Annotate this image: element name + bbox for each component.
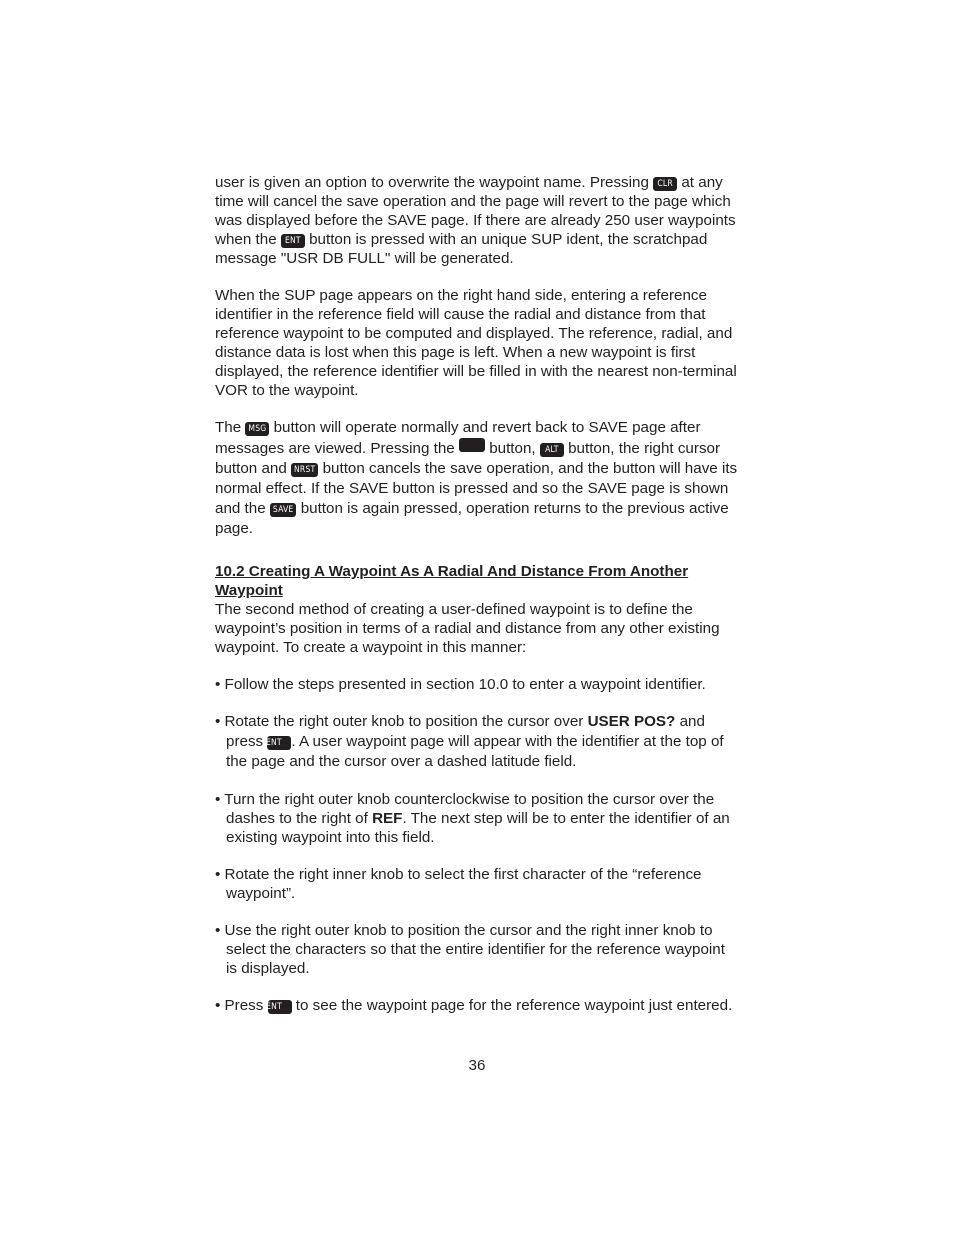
bullet-item: • Turn the right outer knob counterclockwise to position the cursor over the dashes to the right of REF. The next step will be to enter the identifier of an existing waypoint into this field. xyxy=(215,791,730,846)
nrst-key-icon: NRST xyxy=(291,463,318,477)
bullet-item: • Press ENT to see the waypoint page for the reference waypoint just entered. xyxy=(215,997,733,1014)
ent-key-icon: ENT xyxy=(268,1000,292,1014)
paragraph-overwrite: user is given an option to overwrite the waypoint name. Pressing CLR at any time will cancel the save operation and the page will revert to the page which was displayed before the SAVE page. If there are already 250 user waypoints when the ENT button is pressed with an unique SUP ident, the scratchpad message "USR DB FULL" will be generated. xyxy=(215,174,736,267)
document-body xyxy=(215,173,740,1016)
bullet-item: • Rotate the right outer knob to position the cursor over USER POS? and press ENT . A user waypoint page will appear with the identifier at the top of the page and the cursor over a dashed latitude field. xyxy=(215,713,724,770)
paragraph-sup-page: When the SUP page appears on the right hand side, entering a reference identifier in the reference field will cause the radial and distance from that reference waypoint to be computed and displayed. The reference, radial, and distance data is lost when this page is left. When a new waypoint is first displayed, the reference identifier will be filled in with the nearest non-terminal VOR to the waypoint. xyxy=(215,287,737,399)
ent-key-icon: ENT xyxy=(281,234,305,248)
section-intro: The second method of creating a user-defined waypoint is to define the waypoint’s position in terms of a radial and distance from any other existing waypoint. To create a waypoint in this manner: xyxy=(215,601,720,656)
clr-key-icon: CLR xyxy=(653,177,677,191)
page-number: 36 xyxy=(468,1057,486,1074)
save-key-icon: SAVE xyxy=(270,503,297,517)
msg-key-icon: MSG xyxy=(245,422,269,436)
alt-key-icon: ALT xyxy=(540,443,564,457)
bullet-item: • Rotate the right inner knob to select the first character of the “reference waypoint”. xyxy=(215,866,702,902)
paragraph-msg-button: The MSG button will operate normally and revert back to SAVE page after messages are viewed. Pressing the button, ALT button, the right cursor button and NRST button cancels the save operation, and the button will have its normal effect. If the SAVE button is pressed and so the SAVE page is shown and the SAVE button is again pressed, operation returns to the previous active page. xyxy=(215,419,738,537)
blank-key-icon xyxy=(459,438,485,452)
section-heading: 10.2 Creating A Waypoint As A Radial And Distance From Another Waypoint xyxy=(215,563,689,599)
ent-key-icon: ENT xyxy=(267,736,291,750)
bullet-item: • Use the right outer knob to position the cursor and the right inner knob to select the characters so that the entire identifier for the reference waypoint is displayed. xyxy=(215,922,725,977)
bullet-item: • Follow the steps presented in section 10.0 to enter a waypoint identifier. xyxy=(215,676,706,693)
